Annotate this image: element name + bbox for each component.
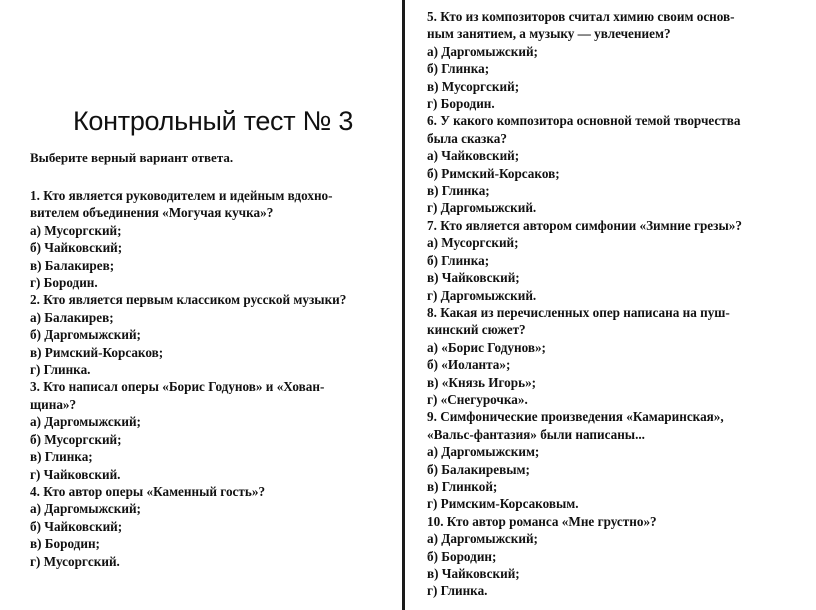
answer-option: г) Чайковский. <box>30 466 121 482</box>
question-line: «Вальс-фантазия» были написаны... <box>427 426 645 442</box>
answer-option: б) Чайковский; <box>30 518 123 534</box>
question-block <box>30 187 380 291</box>
answer-option: а) Чайковский; <box>427 148 520 164</box>
answer-option: г) Даргомыжский. <box>427 200 537 216</box>
question-line: вителем объединения «Могучая кучка»? <box>30 205 274 221</box>
question-line: 8. Какая из перечисленных опер написана на пуш- <box>427 304 730 320</box>
answer-option: а) Даргомыжский; <box>427 43 538 59</box>
answer-option: а) Даргомыжский; <box>30 414 141 430</box>
answer-option: в) Чайковский; <box>427 566 520 581</box>
answer-option: а) Мусоргский; <box>30 222 122 238</box>
question-line: кинский сюжет? <box>427 322 526 338</box>
answer-option: б) Глинка; <box>427 252 490 268</box>
right-column <box>427 8 807 600</box>
answer-option: б) «Иоланта»; <box>427 357 511 373</box>
answer-option: б) Бородин; <box>427 548 497 564</box>
answer-option: б) Чайковский; <box>30 240 123 256</box>
answer-option: г) Глинка. <box>30 362 91 378</box>
answer-option: б) Даргомыжский; <box>30 327 141 343</box>
answer-option: а) Даргомыжский; <box>427 531 538 547</box>
question-line: 9. Симфонические произведения «Камаринская», <box>427 409 724 425</box>
question-line: 1. Кто является руководителем и идейным вдохно- <box>30 188 333 203</box>
question-line: 3. Кто написал оперы «Борис Годунов» и «Хован- <box>30 379 325 395</box>
question-block <box>427 112 807 216</box>
question-line: 4. Кто автор оперы «Каменный гость»? <box>30 483 266 499</box>
question-block <box>427 304 807 408</box>
column-divider <box>402 0 405 610</box>
answer-option: а) Балакирев; <box>30 309 114 325</box>
question-line: была сказка? <box>427 130 507 146</box>
question-line: 7. Кто является автором симфонии «Зимние грезы»? <box>427 217 742 233</box>
answer-option: а) Даргомыжский; <box>30 501 141 517</box>
answer-option: г) Глинка. <box>427 583 488 599</box>
question-line: щина»? <box>30 396 77 412</box>
answer-option: г) Бородин. <box>427 96 495 112</box>
answer-option: а) Мусоргский; <box>427 235 519 251</box>
answer-option: г) Даргомыжский. <box>427 287 537 303</box>
question-block <box>427 408 807 512</box>
instruction-text: Выберите верный вариант ответа. <box>30 150 234 165</box>
answer-option: г) «Снегурочка». <box>427 391 528 407</box>
answer-option: г) Римским-Корсаковым. <box>427 496 579 512</box>
question-block <box>30 291 380 378</box>
answer-option: в) Бородин; <box>30 536 100 552</box>
page-title: Контрольный тест № 3 <box>73 106 354 136</box>
answer-option: б) Глинка; <box>427 61 490 77</box>
answer-option: б) Балакиревым; <box>427 461 530 477</box>
question-block <box>427 217 807 304</box>
answer-option: в) «Князь Игорь»; <box>427 374 537 390</box>
question-line: 5. Кто из композиторов считал химию своим основ- <box>427 9 735 24</box>
question-line: 2. Кто является первым классиком русской музыки? <box>30 292 347 308</box>
answer-option: г) Бородин. <box>30 275 98 291</box>
answer-option: в) Балакирев; <box>30 257 115 273</box>
answer-option: а) «Борис Годунов»; <box>427 339 546 355</box>
answer-option: в) Глинкой; <box>427 478 498 494</box>
answer-option: в) Римский-Корсаков; <box>30 344 164 360</box>
answer-option: б) Римский-Корсаков; <box>427 165 560 181</box>
question-line: 6. У какого композитора основной темой творчества <box>427 113 741 129</box>
answer-option: а) Даргомыжским; <box>427 444 540 460</box>
answer-option: в) Глинка; <box>30 449 93 465</box>
answer-option: в) Чайковский; <box>427 270 520 286</box>
answer-option: г) Мусоргский. <box>30 553 120 569</box>
question-line: ным занятием, а музыку — увлечением? <box>427 26 671 42</box>
question-line: 10. Кто автор романса «Мне грустно»? <box>427 513 657 529</box>
question-block <box>427 513 807 600</box>
answer-option: б) Мусоргский; <box>30 431 122 447</box>
answer-option: в) Глинка; <box>427 183 490 199</box>
question-block <box>427 8 807 112</box>
answer-option: в) Мусоргский; <box>427 78 520 94</box>
left-column <box>30 187 380 570</box>
question-block <box>30 483 380 570</box>
question-block <box>30 378 380 482</box>
